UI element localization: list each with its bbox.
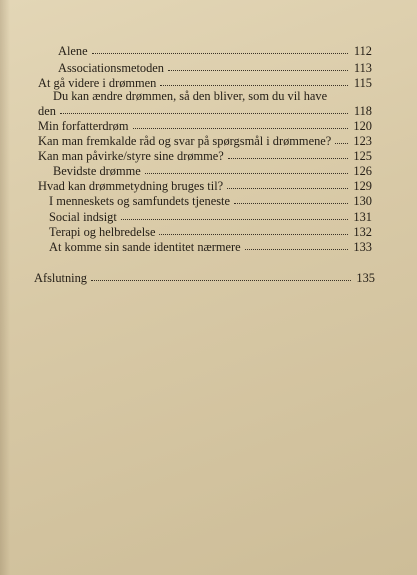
toc-leader-dots: [92, 45, 348, 55]
toc-entry-title: Kan man påvirke/styre sine drømme?: [38, 149, 224, 163]
toc-leader-dots: [228, 150, 348, 160]
toc-leader-dots: [168, 62, 348, 72]
toc-entry-title-cont: den: [38, 104, 56, 118]
toc-entry-title: Bevidste drømme: [53, 164, 141, 178]
toc-entry-title: I menneskets og samfundets tjeneste: [49, 194, 230, 208]
toc-leader-dots: [159, 226, 348, 236]
toc-entry-title-first-line: Du kan ændre drømmen, så den bliver, som du vil have: [53, 89, 328, 103]
toc-entry: [38, 119, 372, 133]
toc-entry-page: 118: [353, 104, 372, 118]
toc-entry-page: 126: [353, 164, 372, 178]
toc-leader-dots: [245, 241, 348, 251]
toc-leader-dots: [160, 77, 348, 87]
toc-entry: [49, 225, 372, 239]
toc-entry-title: Social indsigt: [49, 210, 117, 224]
toc-entry-page: 135: [356, 271, 375, 285]
toc-entry-page: 123: [353, 134, 372, 148]
toc-entry-page: 129: [353, 179, 372, 193]
toc-entry: [49, 210, 372, 224]
toc-entry: [38, 76, 372, 90]
toc-entry-page: 131: [353, 210, 372, 224]
toc-leader-dots: [60, 105, 348, 115]
toc-entry: [38, 149, 372, 163]
toc-leader-dots: [234, 195, 348, 205]
toc-entry-page: 133: [353, 240, 372, 254]
toc-entry-page: 120: [353, 119, 372, 133]
toc-leader-dots: [121, 211, 348, 221]
toc-entry: [58, 61, 372, 75]
toc-leader-dots: [335, 135, 348, 145]
toc-entry-title: Associationsmetoden: [58, 61, 164, 75]
toc-entry-page: 130: [353, 194, 372, 208]
toc-entry-title: Terapi og helbredelse: [49, 225, 156, 239]
toc-entry-page: 125: [353, 149, 372, 163]
page-edge-shadow: [0, 0, 10, 575]
toc-entry-title: Min forfatterdrøm: [38, 119, 129, 133]
toc-entry-title: Hvad kan drømmetydning bruges til?: [38, 179, 224, 193]
toc-entry-page: 112: [353, 44, 372, 58]
toc-entry: [53, 164, 372, 178]
toc-entry-title: At gå videre i drømmen: [38, 76, 157, 90]
toc-leader-dots: [145, 165, 348, 175]
toc-leader-dots: [227, 180, 348, 190]
toc-entry-title: Afslutning: [34, 271, 88, 285]
toc-entry: [38, 104, 372, 118]
toc-entry: [38, 179, 372, 193]
toc-entry: [38, 134, 372, 148]
toc-entry: [49, 240, 372, 254]
toc-entry-page: 132: [353, 225, 372, 239]
toc-entry-title: Alene: [58, 44, 88, 58]
toc-entry-title: Kan man fremkalde råd og svar på spørgsmål i drømmene?: [38, 134, 332, 148]
toc-entry: [34, 271, 375, 285]
toc-entry: [49, 194, 372, 208]
toc-entry-title: At komme sin sande identitet nærmere: [49, 240, 241, 254]
toc-leader-dots: [133, 120, 349, 130]
toc-entry-page: 113: [353, 61, 372, 75]
toc-entry-page: 115: [353, 76, 372, 90]
toc-leader-dots: [91, 272, 351, 282]
toc-entry: [58, 44, 372, 58]
